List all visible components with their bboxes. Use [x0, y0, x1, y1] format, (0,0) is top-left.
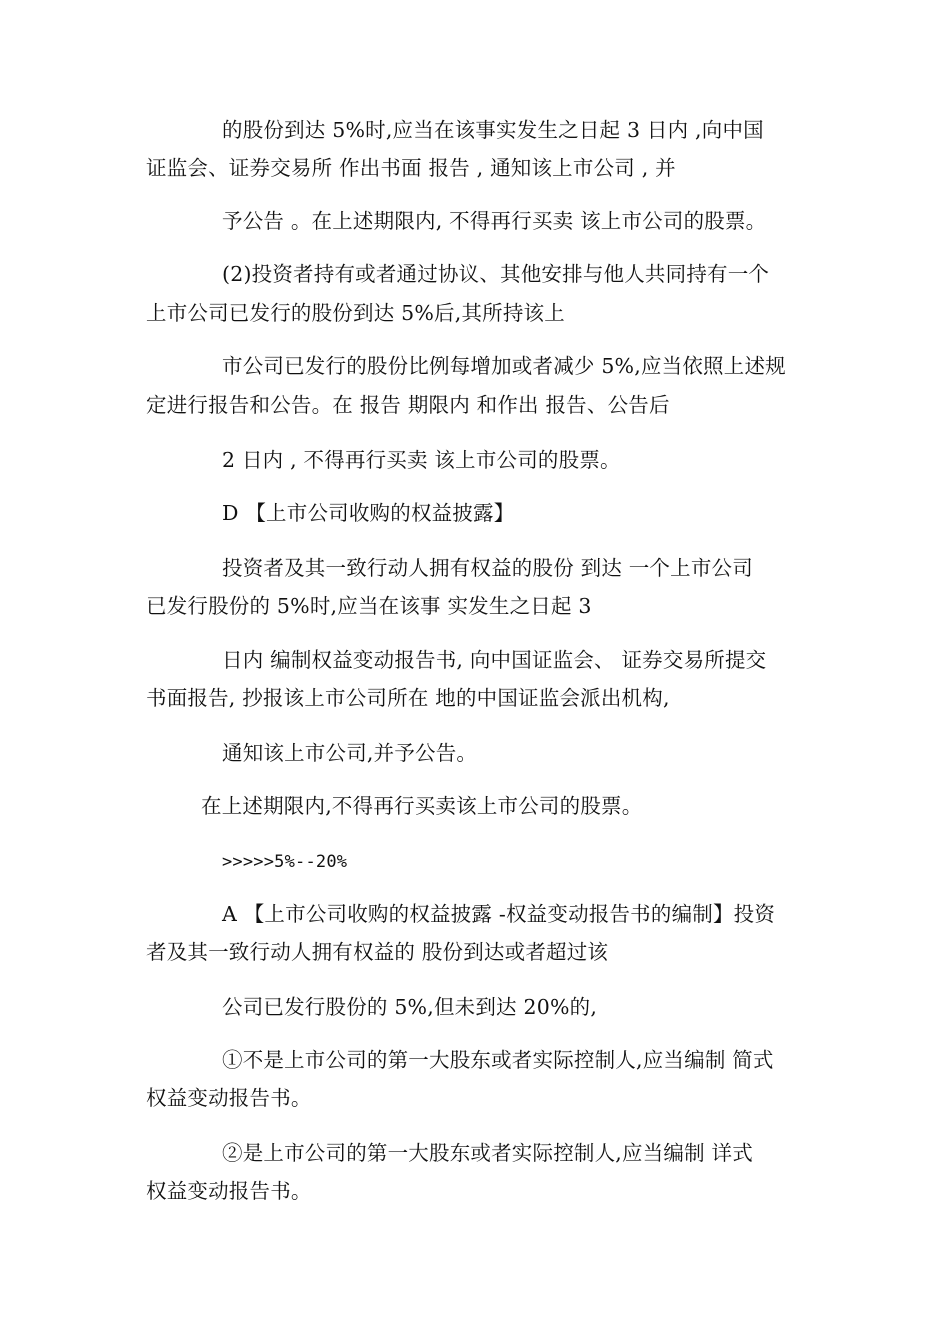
section-heading: A 【上市公司收购的权益披露 -权益变动报告书的编制】投资 — [222, 902, 776, 926]
text-line: 权益变动报告书。 — [146, 1086, 312, 1110]
text-line: 书面报告, 抄报该上市公司所在 地的中国证监会派出机构, — [146, 686, 670, 710]
text-line: 已发行股份的 5%时,应当在该事 实发生之日起 3 — [146, 594, 592, 618]
text-line: 者及其一致行动人拥有权益的 股份到达或者超过该 — [146, 940, 609, 964]
text-line: 定进行报告和公告。在 报告 期限内 和作出 报告、公告后 — [146, 393, 670, 417]
text-line: 通知该上市公司,并予公告。 — [222, 741, 478, 765]
text-line: 2 日内 , 不得再行买卖 该上市公司的股票。 — [222, 448, 621, 472]
text-line: 日内 编制权益变动报告书, 向中国证监会、 证券交易所提交 — [222, 648, 767, 672]
text-line: (2)投资者持有或者通过协议、其他安排与他人共同持有一个 — [222, 262, 770, 286]
text-line: 市公司已发行的股份比例每增加或者减少 5%,应当依照上述规 — [222, 354, 786, 378]
text-line: 上市公司已发行的股份到达 5%后,其所持该上 — [146, 301, 565, 325]
text-line: 投资者及其一致行动人拥有权益的股份 到达 一个上市公司 — [222, 556, 753, 580]
section-heading: D 【上市公司收购的权益披露】 — [222, 501, 515, 525]
text-line: 予公告 。在上述期限内, 不得再行买卖 该上市公司的股票。 — [222, 209, 767, 233]
list-item: ②是上市公司的第一大股东或者实际控制人,应当编制 详式 — [222, 1141, 753, 1165]
text-line: 权益变动报告书。 — [146, 1179, 312, 1203]
text-line: 的股份到达 5%时,应当在该事实发生之日起 3 日内 ,向中国 — [222, 118, 764, 142]
text-line: 在上述期限内,不得再行买卖该上市公司的股票。 — [201, 794, 643, 818]
list-item: ①不是上市公司的第一大股东或者实际控制人,应当编制 简式 — [222, 1048, 774, 1072]
text-line: 公司已发行股份的 5%,但未到达 20%的, — [222, 995, 598, 1019]
range-marker: >>>>>5%--20% — [222, 852, 348, 872]
text-line: 证监会、证券交易所 作出书面 报告 , 通知该上市公司 , 并 — [146, 156, 676, 180]
